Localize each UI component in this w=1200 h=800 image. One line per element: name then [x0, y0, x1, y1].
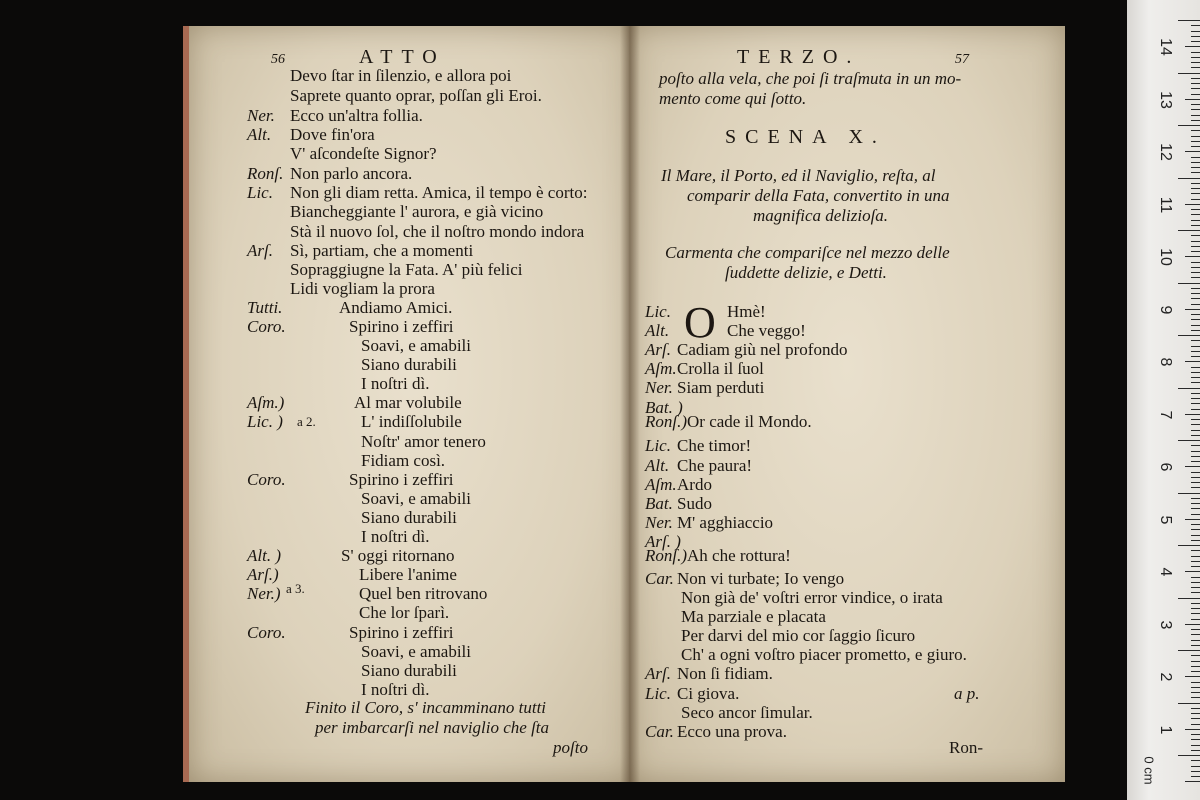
- left-page: [183, 26, 635, 782]
- ruler-tick: [1178, 125, 1200, 126]
- ruler-tick: [1191, 619, 1200, 620]
- ruler-tick: [1191, 83, 1200, 84]
- ruler-tick: [1191, 136, 1200, 137]
- verse-line: Che paura!: [677, 456, 753, 475]
- setting-line-2: comparir della Fata, convertito in una: [687, 186, 950, 205]
- ruler-tick: [1191, 162, 1200, 163]
- ruler-tick: [1185, 414, 1200, 415]
- speaker-label: Lic.: [645, 302, 671, 321]
- ruler-tick: [1191, 771, 1200, 772]
- ruler-tick: [1191, 745, 1200, 746]
- ruler-tick: [1178, 440, 1200, 441]
- ruler-tick: [1191, 587, 1200, 588]
- verse-line: Siam perduti: [677, 378, 765, 397]
- ruler-tick: [1191, 262, 1200, 263]
- ruler-tick: [1178, 650, 1200, 651]
- ruler-number: 2: [1157, 672, 1174, 682]
- ruler-tick: [1185, 151, 1200, 152]
- ruler-tick: [1191, 451, 1200, 452]
- continued-direction-line-1: poſto alla vela, che poi ſi traſmuta in un mo-: [659, 69, 962, 88]
- verse-line: Crolla il ſuol: [677, 359, 764, 378]
- ruler-tick: [1191, 566, 1200, 567]
- verse-line: Soavi, e amabili: [361, 336, 472, 355]
- ruler-tick: [1185, 781, 1200, 782]
- verse-line: Fidiam così.: [361, 451, 446, 470]
- verse-line: Non parlo ancora.: [290, 164, 413, 183]
- ruler-tick: [1191, 724, 1200, 725]
- ruler-tick: [1191, 272, 1200, 273]
- ruler-tick: [1191, 393, 1200, 394]
- entrance-line-2: ſuddette delizie, e Detti.: [725, 263, 887, 282]
- ruler-tick: [1191, 577, 1200, 578]
- ruler-tick: [1178, 703, 1200, 704]
- verse-line: Che lor ſparì.: [359, 603, 450, 622]
- verse-line: Spirino i zeffiri: [349, 470, 454, 489]
- speaker-label: Coro.: [247, 317, 286, 336]
- ruler-tick: [1191, 750, 1200, 751]
- verse-line: Or cade il Mondo.: [687, 412, 812, 431]
- left-running-head: ATTO: [359, 46, 446, 68]
- right-page-number: 57: [955, 52, 969, 67]
- open-book: [183, 26, 1065, 782]
- speaker-label: Lic.: [645, 684, 671, 703]
- speaker-label: Car.: [645, 722, 674, 741]
- ruler-tick: [1191, 766, 1200, 767]
- ruler-tick: [1191, 613, 1200, 614]
- a-tre-marker: a 3.: [286, 581, 305, 596]
- ruler-number: 6: [1157, 462, 1174, 472]
- ruler-tick: [1178, 283, 1200, 284]
- verse-line: Noſtr' amor tenero: [361, 432, 486, 451]
- ruler-tick: [1191, 603, 1200, 604]
- ruler-number: 8: [1157, 357, 1174, 367]
- ruler-tick: [1191, 503, 1200, 504]
- ruler-tick: [1178, 230, 1200, 231]
- speaker-label: Ner.: [247, 106, 275, 125]
- ruler-tick: [1191, 739, 1200, 740]
- verse-line: Libere l'anime: [359, 565, 457, 584]
- ruler-tick: [1191, 277, 1200, 278]
- ruler-number: 14: [1157, 38, 1174, 56]
- measuring-ruler: [1127, 0, 1200, 800]
- verse-line: Ardo: [677, 475, 712, 494]
- speaker-label: Alt.: [645, 321, 670, 340]
- ruler-tick: [1191, 157, 1200, 158]
- speaker-label: Arſ.: [247, 241, 273, 260]
- ruler-tick: [1191, 199, 1200, 200]
- ruler-tick: [1191, 456, 1200, 457]
- ruler-tick: [1191, 288, 1200, 289]
- ruler-tick: [1191, 398, 1200, 399]
- verse-line: Quel ben ritrovano: [359, 584, 488, 603]
- ruler-tick: [1185, 624, 1200, 625]
- ruler-tick: [1191, 550, 1200, 551]
- ruler-tick: [1191, 67, 1200, 68]
- ruler-tick: [1191, 430, 1200, 431]
- ruler-tick: [1191, 52, 1200, 53]
- ruler-tick: [1191, 655, 1200, 656]
- a-due-marker: a 2.: [297, 414, 316, 429]
- verse-line: Ecco una prova.: [677, 722, 787, 741]
- ruler-number: 1: [1157, 725, 1174, 734]
- stage-direction-line-2: per imbarcarſi nel naviglio che ſta: [315, 718, 550, 737]
- ruler-tick: [1191, 498, 1200, 499]
- verse-line: Spirino i zeffiri: [349, 623, 454, 642]
- right-page: [629, 26, 1065, 782]
- ruler-tick: [1185, 46, 1200, 47]
- ruler-tick: [1178, 388, 1200, 389]
- ruler-tick: [1191, 640, 1200, 641]
- ruler-tick: [1178, 73, 1200, 74]
- continued-direction-line-2: mento come qui ſotto.: [659, 89, 807, 108]
- ruler-tick: [1191, 776, 1200, 777]
- ruler-tick: [1178, 20, 1200, 21]
- ruler-tick: [1191, 78, 1200, 79]
- speaker-label: Aſm.: [645, 475, 677, 494]
- speaker-label: Alt. ): [247, 546, 281, 565]
- stage-direction-line-3: poſto: [553, 738, 588, 757]
- scene-title: SCENA X.: [725, 126, 886, 148]
- ruler-tick: [1191, 708, 1200, 709]
- speaker-label: Ronſ.): [645, 546, 688, 565]
- setting-line-3: magnifica delizioſa.: [753, 206, 889, 225]
- verse-line: Stà il nuovo ſol, che il noſtro mondo indora: [290, 222, 585, 241]
- ruler-tick: [1178, 178, 1200, 179]
- ruler-number: 9: [1157, 305, 1174, 314]
- speaker-label: Arſ.): [247, 565, 279, 584]
- speaker-label: Ronſ.: [247, 164, 284, 183]
- ruler-tick: [1191, 141, 1200, 142]
- ruler-tick: [1185, 519, 1200, 520]
- verse-line: Siano durabili: [361, 508, 457, 527]
- speaker-label: Aſm.): [247, 393, 285, 412]
- speaker-label: Tutti.: [247, 298, 283, 317]
- ruler-tick: [1191, 561, 1200, 562]
- ruler-tick: [1191, 377, 1200, 378]
- ruler-tick: [1191, 220, 1200, 221]
- speaker-label: Bat. ): [645, 398, 683, 417]
- speaker-label: Arſ.: [645, 664, 671, 683]
- ruler-tick: [1191, 367, 1200, 368]
- ruler-tick: [1191, 25, 1200, 26]
- ruler-tick: [1191, 482, 1200, 483]
- ruler-tick: [1185, 729, 1200, 730]
- ruler-tick: [1191, 172, 1200, 173]
- speaker-label: Alt.: [247, 125, 272, 144]
- speaker-label: Arſ.: [645, 340, 671, 359]
- ruler-tick: [1185, 309, 1200, 310]
- ruler-tick: [1191, 556, 1200, 557]
- verse-line: V' aſcondeſte Signor?: [290, 144, 437, 163]
- speaker-label: Coro.: [247, 623, 286, 642]
- verse-line: Non vi turbate; Io vengo: [677, 569, 845, 588]
- ruler-tick: [1191, 671, 1200, 672]
- ruler-tick: [1191, 109, 1200, 110]
- verse-line: Dove fin'ora: [290, 125, 375, 144]
- ruler-tick: [1191, 524, 1200, 525]
- ruler-tick: [1191, 713, 1200, 714]
- ruler-number: 5: [1157, 515, 1174, 524]
- ruler-tick: [1191, 120, 1200, 121]
- ruler-tick: [1191, 760, 1200, 761]
- ruler-tick: [1178, 335, 1200, 336]
- ruler-tick: [1191, 477, 1200, 478]
- ruler-tick: [1191, 346, 1200, 347]
- ruler-tick: [1191, 340, 1200, 341]
- verse-line: Devo ſtar in ſilenzio, e allora poi: [290, 66, 512, 85]
- ruler-tick: [1191, 592, 1200, 593]
- verse-line: Biancheggiante l' aurora, e già vicino: [290, 202, 544, 221]
- ruler-tick: [1191, 356, 1200, 357]
- ruler-tick: [1191, 225, 1200, 226]
- ruler-tick: [1191, 629, 1200, 630]
- ruler-tick: [1191, 419, 1200, 420]
- ruler-tick: [1185, 256, 1200, 257]
- verse-line: Ma parziale e placata: [681, 607, 826, 626]
- speaker-label: Aſm.: [645, 359, 677, 378]
- ruler-tick: [1191, 41, 1200, 42]
- ruler-tick: [1191, 718, 1200, 719]
- ruler-tick: [1178, 545, 1200, 546]
- ruler-tick: [1178, 598, 1200, 599]
- ruler-tick: [1191, 251, 1200, 252]
- ruler-tick: [1185, 99, 1200, 100]
- ruler-tick: [1191, 424, 1200, 425]
- speaker-label: Ner.): [247, 584, 281, 603]
- verse-line: Hmè!: [727, 302, 766, 321]
- ruler-tick: [1185, 466, 1200, 467]
- ruler-tick: [1191, 62, 1200, 63]
- verse-line: Siano durabili: [361, 355, 457, 374]
- ruler-tick: [1191, 540, 1200, 541]
- ruler-number: 13: [1157, 90, 1174, 109]
- entrance-line-1: Carmenta che compariſce nel mezzo delle: [665, 243, 950, 262]
- verse-line: Soavi, e amabili: [361, 489, 472, 508]
- ruler-tick: [1191, 487, 1200, 488]
- verse-line: Che veggo!: [727, 321, 806, 340]
- speaker-label: Lic.: [645, 436, 671, 455]
- ruler-tick: [1191, 94, 1200, 95]
- ruler-tick: [1191, 697, 1200, 698]
- verse-line: Sì, partiam, che a momenti: [290, 241, 474, 260]
- verse-line: I noſtri dì.: [361, 680, 430, 699]
- speaker-label: Ner.: [645, 378, 673, 397]
- verse-line: Ecco un'altra follia.: [290, 106, 423, 125]
- verse-line: Ci giova.: [677, 684, 740, 703]
- ruler-tick: [1185, 204, 1200, 205]
- ruler-tick: [1191, 31, 1200, 32]
- ruler-tick: [1191, 734, 1200, 735]
- ruler-tick: [1185, 676, 1200, 677]
- verse-line: Soavi, e amabili: [361, 642, 472, 661]
- ruler-tick: [1178, 755, 1200, 756]
- ruler-tick: [1191, 57, 1200, 58]
- ruler-tick: [1191, 325, 1200, 326]
- verse-line: Ch' a ogni voſtro piacer prometto, e giuro.: [681, 645, 967, 664]
- verse-line: Ah che rottura!: [687, 546, 791, 565]
- verse-line: Non già de' voſtri error vindice, o irata: [681, 588, 943, 607]
- aside-marker: a p.: [954, 684, 980, 703]
- ruler-tick: [1191, 130, 1200, 131]
- ruler-tick: [1191, 682, 1200, 683]
- ruler-tick: [1191, 608, 1200, 609]
- ruler-tick: [1191, 209, 1200, 210]
- ruler-number: 4: [1157, 567, 1174, 577]
- speaker-label: Alt.: [645, 456, 670, 475]
- speaker-label: Coro.: [247, 470, 286, 489]
- ruler-tick: [1191, 351, 1200, 352]
- verse-line: I noſtri dì.: [361, 374, 430, 393]
- ruler-tick: [1185, 361, 1200, 362]
- verse-line: S' oggi ritornano: [341, 546, 455, 565]
- ruler-tick: [1191, 529, 1200, 530]
- ruler-tick: [1191, 634, 1200, 635]
- ruler-tick: [1191, 330, 1200, 331]
- ruler-tick: [1191, 115, 1200, 116]
- speaker-label: Lic. ): [247, 412, 283, 431]
- ruler-tick: [1191, 514, 1200, 515]
- verse-line: I noſtri dì.: [361, 527, 430, 546]
- ruler-tick: [1191, 188, 1200, 189]
- ruler-tick: [1191, 645, 1200, 646]
- speaker-label: Arſ. ): [645, 532, 681, 551]
- verse-line: Per darvi del mio cor ſaggio ſicuro: [681, 626, 916, 645]
- ruler-unit-label: 0 cm: [1141, 756, 1157, 785]
- speaker-label: Car.: [645, 569, 674, 588]
- ruler-tick: [1191, 382, 1200, 383]
- stage-direction-line-1: Finito il Coro, s' incamminano tutti: [305, 698, 547, 717]
- catchword: Ron-: [949, 738, 983, 757]
- ruler-tick: [1191, 666, 1200, 667]
- verse-line: M' agghiaccio: [677, 513, 774, 532]
- ruler-number: 11: [1157, 196, 1174, 213]
- ruler-tick: [1191, 104, 1200, 105]
- ruler-tick: [1191, 445, 1200, 446]
- ruler-tick: [1191, 314, 1200, 315]
- left-page-number: 56: [271, 52, 285, 67]
- ruler-tick: [1178, 493, 1200, 494]
- ruler-tick: [1191, 298, 1200, 299]
- ruler-tick: [1191, 692, 1200, 693]
- ruler-number: 3: [1157, 620, 1174, 629]
- ruler-tick: [1191, 193, 1200, 194]
- ruler-tick: [1191, 372, 1200, 373]
- ruler-tick: [1191, 146, 1200, 147]
- verse-line: Che timor!: [677, 436, 752, 455]
- ruler-tick: [1191, 582, 1200, 583]
- verse-line: Siano durabili: [361, 661, 457, 680]
- verse-line: Saprete quanto oprar, poſſan gli Eroi.: [290, 86, 542, 105]
- ruler-tick: [1191, 214, 1200, 215]
- speaker-label: Ronſ.): [645, 412, 688, 431]
- ruler-tick: [1191, 403, 1200, 404]
- ruler-tick: [1191, 435, 1200, 436]
- ruler-number: 12: [1157, 143, 1174, 161]
- verse-line: Sudo: [677, 494, 712, 513]
- ruler-tick: [1191, 461, 1200, 462]
- ruler-tick: [1191, 88, 1200, 89]
- speaker-label: Ner.: [645, 513, 673, 532]
- ruler-tick: [1191, 319, 1200, 320]
- verse-line: Cadiam giù nel profondo: [677, 340, 848, 359]
- ruler-number: 7: [1157, 410, 1174, 419]
- ruler-tick: [1191, 36, 1200, 37]
- setting-line-1: Il Mare, il Porto, ed il Naviglio, reſta, al: [661, 166, 936, 185]
- ruler-tick: [1191, 293, 1200, 294]
- verse-line: Spirino i zeffiri: [349, 317, 454, 336]
- verse-line: Sopraggiugne la Fata. A' più felici: [290, 260, 523, 279]
- ruler-tick: [1191, 267, 1200, 268]
- ruler-tick: [1191, 167, 1200, 168]
- verse-line: Andiamo Amici.: [339, 298, 453, 317]
- speaker-label: Lic.: [247, 183, 273, 202]
- ruler-tick: [1191, 535, 1200, 536]
- ruler-tick: [1191, 304, 1200, 305]
- verse-line: Seco ancor ſimular.: [681, 703, 813, 722]
- verse-line: Non gli diam retta. Amica, il tempo è corto:: [290, 183, 588, 202]
- ruler-tick: [1191, 241, 1200, 242]
- ruler-tick: [1191, 508, 1200, 509]
- ruler-tick: [1191, 183, 1200, 184]
- ruler-tick: [1185, 571, 1200, 572]
- ruler-tick: [1191, 235, 1200, 236]
- ruler-tick: [1191, 409, 1200, 410]
- ruler-tick: [1191, 661, 1200, 662]
- book-gutter: [620, 26, 640, 782]
- speaker-label: Bat.: [645, 494, 673, 513]
- verse-line: L' indiſſolubile: [361, 412, 462, 431]
- verse-line: Lidi vogliam la prora: [290, 279, 435, 298]
- ruler-number: 10: [1157, 248, 1174, 266]
- ruler-tick: [1191, 246, 1200, 247]
- verse-line: Al mar volubile: [354, 393, 462, 412]
- ruler-tick: [1191, 472, 1200, 473]
- verse-line: Non ſi fidiam.: [677, 664, 773, 683]
- right-running-head: TERZO.: [737, 46, 861, 68]
- drop-cap: O: [684, 298, 716, 347]
- ruler-tick: [1191, 687, 1200, 688]
